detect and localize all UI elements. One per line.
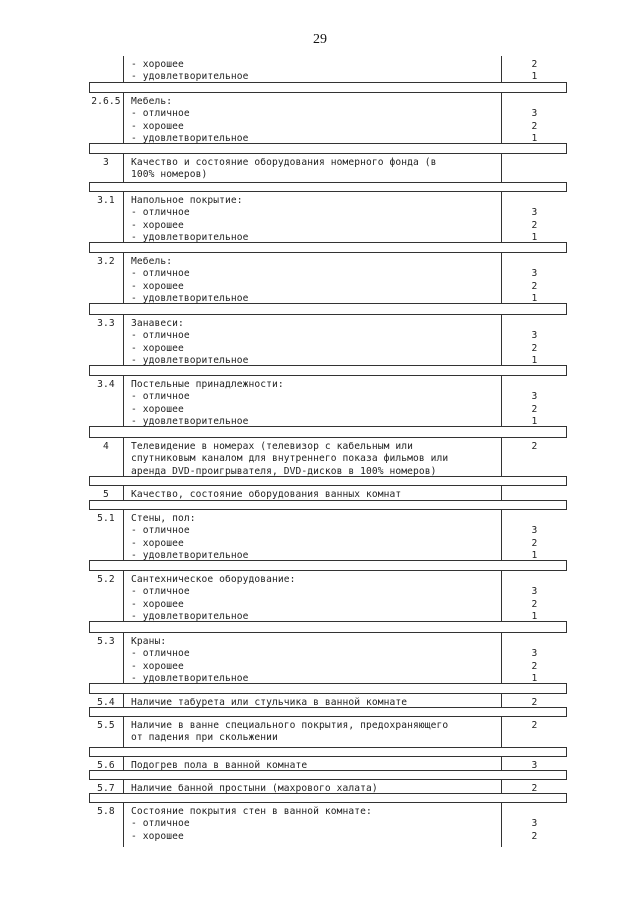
- criterion-text: [124, 253, 502, 303]
- row-number: [89, 315, 124, 365]
- criterion-line: Краны:: [131, 636, 167, 647]
- score-value: 3: [531, 586, 538, 598]
- score-value: 2: [531, 783, 538, 794]
- table-row: [89, 632, 567, 684]
- criterion-text: [124, 757, 502, 770]
- score-cell: [502, 633, 567, 683]
- criterion-line: - удовлетворительное: [131, 231, 249, 243]
- score-value: 3: [531, 760, 538, 771]
- score-value: 3: [531, 268, 538, 280]
- score-value: 3: [531, 391, 538, 403]
- criterion-line: - удовлетворительное: [131, 415, 249, 427]
- score-cell: [502, 253, 567, 303]
- criterion-line: Наличие в ванне специального покрытия, предохраняющего: [131, 720, 449, 731]
- criterion-line: от падения при скольжении: [131, 732, 278, 744]
- criterion-text: [124, 717, 502, 747]
- table-row: [89, 56, 567, 83]
- criterion-line: - хорошее: [131, 59, 184, 70]
- score-cell: [502, 154, 567, 182]
- row-number: [89, 803, 124, 847]
- row-number: [89, 694, 124, 707]
- criterion-line: аренда DVD-проигрывателя, DVD-дисков в 100% номеров): [131, 465, 437, 477]
- criterion-line: Сантехническое оборудование:: [131, 574, 296, 585]
- table-row: [89, 802, 567, 847]
- table-row: [89, 509, 567, 561]
- criterion-line: Мебель:: [131, 96, 173, 107]
- criterion-line: - удовлетворительное: [131, 354, 249, 366]
- score-value: 1: [531, 71, 538, 83]
- row-number: [89, 376, 124, 426]
- criterion-text: [124, 694, 502, 707]
- criterion-line: Подогрев пола в ванной комнате: [131, 760, 308, 771]
- criterion-line: - удовлетворительное: [131, 549, 249, 561]
- criterion-line: - хорошее: [131, 660, 184, 672]
- row-number-text: 5.2: [97, 574, 115, 585]
- row-gap: [89, 243, 567, 252]
- score-value: 2: [531, 342, 538, 354]
- criterion-line: Телевидение в номерах (телевизор с кабельным или: [131, 441, 414, 452]
- row-number: [89, 510, 124, 560]
- score-value: 2: [531, 280, 538, 292]
- criterion-line: Занавеси:: [131, 318, 184, 329]
- score-cell: [502, 192, 567, 242]
- table-row: [89, 779, 567, 794]
- score-value: [502, 379, 567, 391]
- criterion-line: Наличие табурета или стульчика в ванной комнате: [131, 697, 408, 708]
- criterion-line: - удовлетворительное: [131, 132, 249, 144]
- criterion-line: - хорошее: [131, 280, 184, 292]
- row-gap: [89, 83, 567, 92]
- score-value: 1: [531, 672, 538, 684]
- criterion-line: - хорошее: [131, 830, 184, 842]
- criterion-line: - отличное: [131, 818, 190, 830]
- criterion-line: - отличное: [131, 391, 190, 403]
- row-number: [89, 154, 124, 182]
- row-gap: [89, 561, 567, 570]
- row-number: [89, 56, 124, 82]
- table-row: [89, 375, 567, 427]
- table-row: [89, 485, 567, 501]
- row-gap: [89, 748, 567, 756]
- score-cell: [502, 803, 567, 847]
- row-number: [89, 780, 124, 793]
- row-gap: [89, 183, 567, 191]
- score-cell: [502, 510, 567, 560]
- row-number: [89, 192, 124, 242]
- score-value: [502, 513, 567, 525]
- criterion-text: [124, 510, 502, 560]
- criterion-text: [124, 315, 502, 365]
- score-value: 1: [531, 415, 538, 427]
- row-number-text: 3.2: [97, 256, 115, 267]
- score-value: [502, 574, 567, 586]
- row-number-text: 5: [103, 489, 109, 500]
- criterion-line: Наличие банной простыни (махрового халата): [131, 783, 378, 794]
- score-cell: [502, 93, 567, 143]
- row-number-text: 2.6.5: [91, 96, 121, 107]
- row-number-text: 5.8: [97, 806, 115, 817]
- row-number: [89, 93, 124, 143]
- row-number: [89, 633, 124, 683]
- score-value: 3: [531, 525, 538, 537]
- criterion-line: - отличное: [131, 108, 190, 120]
- score-value: [502, 256, 567, 268]
- score-cell: [502, 571, 567, 621]
- row-gap: [89, 144, 567, 153]
- row-gap: [89, 771, 567, 779]
- criterion-line: спутниковым каналом для внутреннего показа фильмов или: [131, 453, 449, 465]
- score-cell: [502, 438, 567, 476]
- row-number: [89, 253, 124, 303]
- criterion-line: - отличное: [131, 525, 190, 537]
- table-row: [89, 716, 567, 748]
- row-gap: [89, 684, 567, 693]
- row-number: [89, 757, 124, 770]
- score-value: 3: [531, 207, 538, 219]
- criterion-text: [124, 56, 502, 82]
- criterion-line: Качество, состояние оборудования ванных комнат: [131, 489, 402, 500]
- row-gap: [89, 501, 567, 509]
- score-cell: [502, 376, 567, 426]
- row-number-text: 5.6: [97, 760, 115, 771]
- criterion-line: - отличное: [131, 648, 190, 660]
- score-value: 2: [531, 403, 538, 415]
- page-number: 29: [313, 32, 327, 47]
- criterion-line: Стены, пол:: [131, 513, 196, 524]
- criterion-text: [124, 486, 502, 500]
- table-row: [89, 756, 567, 771]
- criterion-line: Постельные принадлежности:: [131, 379, 284, 390]
- score-value: [502, 96, 567, 108]
- score-value: 2: [531, 660, 538, 672]
- criterion-line: - отличное: [131, 330, 190, 342]
- row-gap: [89, 794, 567, 802]
- row-number-text: 3.1: [97, 195, 115, 206]
- criterion-line: Напольное покрытие:: [131, 195, 243, 206]
- row-gap: [89, 477, 567, 485]
- criterion-line: Качество и состояние оборудования номерного фонда (в: [131, 157, 437, 168]
- score-value: 2: [531, 830, 538, 842]
- score-value: 1: [531, 549, 538, 561]
- table-row: [89, 191, 567, 243]
- score-cell: [502, 694, 567, 707]
- score-value: [502, 806, 567, 818]
- score-value: 2: [531, 120, 538, 132]
- score-value: 2: [531, 720, 538, 731]
- row-number-text: 3: [103, 157, 109, 168]
- score-cell: [502, 56, 567, 82]
- row-number: [89, 486, 124, 500]
- row-number-text: 5.4: [97, 697, 115, 708]
- score-cell: [502, 780, 567, 793]
- score-cell: [502, 757, 567, 770]
- criterion-line: - удовлетворительное: [131, 292, 249, 304]
- row-number: [89, 571, 124, 621]
- table-row: [89, 570, 567, 622]
- score-value: 2: [531, 598, 538, 610]
- score-cell: [502, 717, 567, 747]
- score-value: [502, 636, 567, 648]
- criterion-line: - хорошее: [131, 403, 184, 415]
- score-value: [502, 318, 567, 330]
- criterion-text: [124, 571, 502, 621]
- criterion-line: - удовлетворительное: [131, 71, 249, 83]
- score-cell: [502, 486, 567, 500]
- score-value: 3: [531, 330, 538, 342]
- criterion-text: [124, 438, 502, 476]
- row-number-text: 5.1: [97, 513, 115, 524]
- score-value: 3: [531, 818, 538, 830]
- row-number-text: 5.7: [97, 783, 115, 794]
- score-value: 2: [531, 59, 538, 70]
- score-value: 1: [531, 610, 538, 622]
- score-value: 1: [531, 354, 538, 366]
- row-number-text: 4: [103, 441, 109, 452]
- score-value: 3: [531, 108, 538, 120]
- criterion-text: [124, 780, 502, 793]
- criterion-line: - отличное: [131, 207, 190, 219]
- criterion-text: [124, 633, 502, 683]
- score-value: 2: [531, 697, 538, 708]
- criterion-line: - отличное: [131, 586, 190, 598]
- row-number: [89, 438, 124, 476]
- row-gap: [89, 304, 567, 314]
- score-value: 1: [531, 132, 538, 144]
- criterion-text: [124, 192, 502, 242]
- row-number-text: 5.5: [97, 720, 115, 731]
- row-gap: [89, 622, 567, 632]
- table-row: [89, 252, 567, 304]
- table-row: [89, 314, 567, 366]
- row-number-text: 3.3: [97, 318, 115, 329]
- row-number-text: 5.3: [97, 636, 115, 647]
- row-gap: [89, 427, 567, 437]
- score-value: 1: [531, 231, 538, 243]
- score-value: [502, 195, 567, 207]
- table-row: [89, 693, 567, 708]
- criterion-line: - хорошее: [131, 219, 184, 231]
- score-value: 2: [531, 441, 538, 452]
- row-gap: [89, 708, 567, 716]
- row-number-text: 3.4: [97, 379, 115, 390]
- score-value: 3: [531, 648, 538, 660]
- criterion-line: - хорошее: [131, 120, 184, 132]
- criterion-line: 100% номеров): [131, 169, 208, 181]
- criterion-text: [124, 376, 502, 426]
- criterion-text: [124, 93, 502, 143]
- row-gap: [89, 366, 567, 375]
- criterion-line: - хорошее: [131, 342, 184, 354]
- criterion-line: - удовлетворительное: [131, 610, 249, 622]
- criterion-line: - хорошее: [131, 598, 184, 610]
- row-number: [89, 717, 124, 747]
- criterion-line: - отличное: [131, 268, 190, 280]
- table-row: [89, 437, 567, 477]
- table-row: [89, 92, 567, 144]
- criterion-line: - хорошее: [131, 537, 184, 549]
- score-cell: [502, 315, 567, 365]
- score-value: 2: [531, 219, 538, 231]
- criterion-line: Состояние покрытия стен в ванной комнате:: [131, 806, 372, 817]
- score-value: 1: [531, 292, 538, 304]
- criterion-text: [124, 154, 502, 182]
- score-value: 2: [531, 537, 538, 549]
- criterion-line: - удовлетворительное: [131, 672, 249, 684]
- table-row: [89, 153, 567, 183]
- criterion-text: [124, 803, 502, 847]
- criterion-line: Мебель:: [131, 256, 173, 267]
